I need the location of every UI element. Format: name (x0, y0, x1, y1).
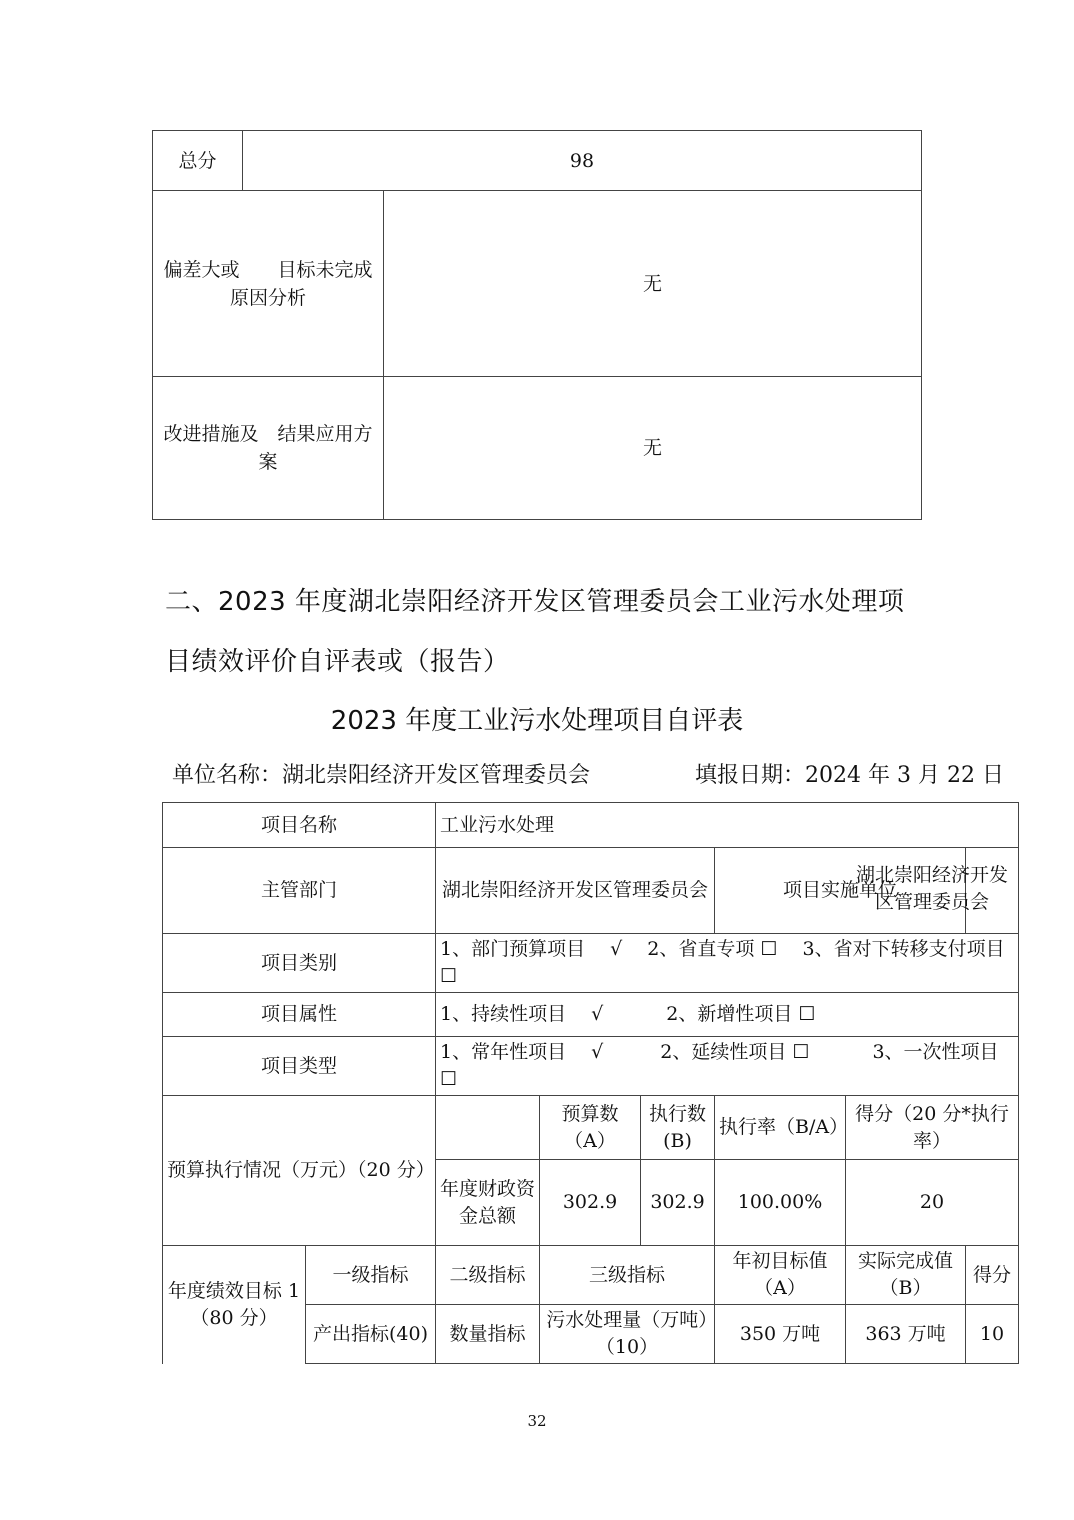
unit-name: 单位名称：湖北崇阳经济开发区管理委员会 (172, 763, 591, 788)
project-name-label: 项目名称 (163, 803, 436, 848)
type-value: 1、常年性项目 √ 2、延续性项目 ☐ 3、一次性项目 ☐ (436, 1037, 1019, 1096)
budget-value: 20 (846, 1160, 1019, 1246)
page-number: 32 (527, 1412, 547, 1430)
perf-label: 年度绩效目标 1（80 分） (163, 1246, 306, 1364)
budget-value: 302.9 (641, 1160, 715, 1246)
budget-header: 预算数（A） (540, 1096, 641, 1160)
budget-header: 执行数(B) (641, 1096, 715, 1160)
perf-header: 得分 (966, 1246, 1019, 1305)
table-title: 2023 年度工业污水处理项目自评表 (330, 706, 744, 736)
summary-table (152, 130, 922, 520)
total-value: 98 (243, 131, 922, 191)
dept-label: 主管部门 (163, 848, 436, 934)
perf-header: 三级指标 (540, 1246, 715, 1305)
attr-value: 1、持续性项目 √ 2、新增性项目 ☐ (436, 993, 1019, 1037)
perf-cell: 350 万吨 (715, 1305, 846, 1364)
dept-value: 湖北崇阳经济开发区管理委员会 (436, 848, 715, 934)
type-label: 项目类型 (163, 1037, 436, 1096)
category-label: 项目类别 (163, 934, 436, 993)
perf-cell: 10 (966, 1305, 1019, 1364)
improve-label: 改进措施及 结果应用方案 (153, 377, 384, 520)
budget-row-label: 年度财政资金总额 (436, 1160, 540, 1246)
budget-value: 100.00% (715, 1160, 846, 1246)
perf-cell: 363 万吨 (846, 1305, 966, 1364)
improve-value: 无 (384, 377, 922, 520)
deviation-label: 偏差大或 目标未完成 原因分析 (153, 191, 384, 377)
budget-label: 预算执行情况（万元）（20 分） (163, 1096, 436, 1246)
category-value: 1、部门预算项目 √ 2、省直专项 ☐ 3、省对下转移支付项目 ☐ (436, 934, 1019, 993)
perf-cell: 产出指标(40) (306, 1305, 436, 1364)
budget-header-blank (436, 1096, 540, 1160)
impl-label: 项目实施单位 (715, 848, 966, 934)
section-title: 二、2023 年度湖北崇阳经济开发区管理委员会工业污水处理项目绩效评价自评表或（报告） (165, 587, 905, 677)
total-label: 总分 (153, 131, 243, 191)
budget-header: 得分（20 分*执行率） (846, 1096, 1019, 1160)
project-name-value: 工业污水处理 (436, 803, 1019, 848)
impl-value: 湖北崇阳经济开发区管理委员会 (855, 864, 1008, 913)
perf-header: 二级指标 (436, 1246, 540, 1305)
budget-value: 302.9 (540, 1160, 641, 1246)
perf-header: 年初目标值（A） (715, 1246, 846, 1305)
perf-header: 一级指标 (306, 1246, 436, 1305)
perf-cell: 污水处理量（万吨）（10） (540, 1305, 715, 1364)
report-date: 填报日期：2024 年 3 月 22 日 (695, 763, 1004, 788)
deviation-value: 无 (384, 191, 922, 377)
budget-header: 执行率（B/A） (715, 1096, 846, 1160)
perf-cell: 数量指标 (436, 1305, 540, 1364)
attr-label: 项目属性 (163, 993, 436, 1037)
perf-header: 实际完成值（B） (846, 1246, 966, 1305)
